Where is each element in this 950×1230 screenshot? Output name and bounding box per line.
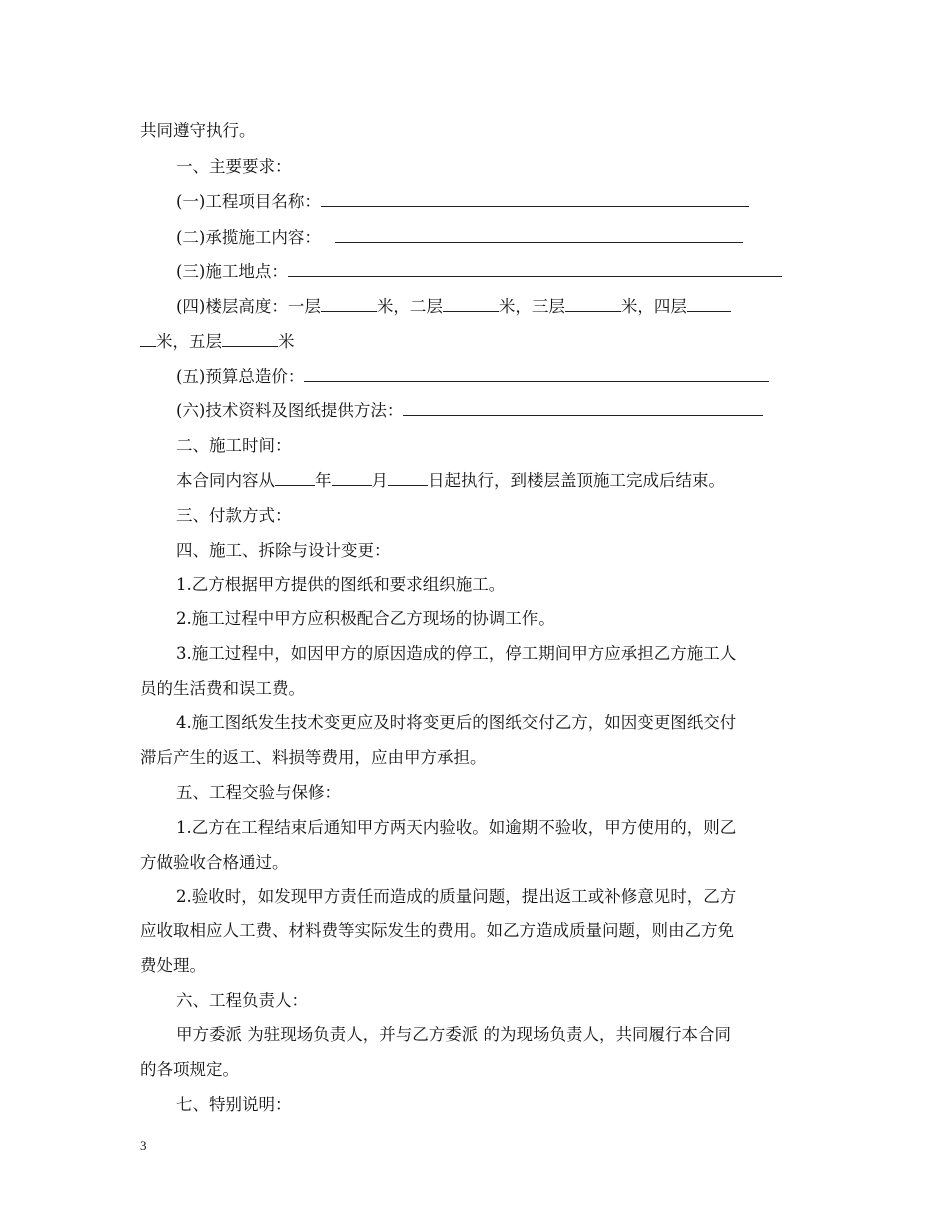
form-field-floor-height	[176, 296, 810, 318]
blank-line	[222, 331, 278, 347]
form-field-budget	[176, 366, 810, 388]
form-field-content	[176, 227, 810, 249]
blank-line	[332, 470, 372, 486]
text-line: 费处理。	[140, 956, 206, 975]
field-text: 米，五层	[156, 332, 222, 351]
section-heading: 一、主要要求：	[176, 157, 292, 176]
blank-line	[388, 470, 428, 486]
blank-line	[288, 261, 782, 277]
text-line: 甲方委派 为驻现场负责人，并与乙方委派 的为现场负责人，共同履行本合同	[176, 1025, 731, 1044]
blank-line	[321, 191, 749, 207]
field-text: 米，三层	[498, 297, 565, 316]
section-heading: 七、特别说明：	[176, 1095, 292, 1114]
page-number: 3	[140, 1138, 147, 1153]
form-field-project-name	[176, 191, 810, 213]
section-heading: 六、工程负责人：	[176, 991, 308, 1010]
text-line: 应收取相应人工费、材料费等实际发生的费用。如乙方造成质量问题，则由乙方免	[140, 921, 734, 940]
section-heading: 二、施工时间：	[176, 436, 292, 455]
field-text: 年	[315, 471, 332, 490]
text-line: 共同遵守执行。	[140, 121, 256, 140]
field-text: 米，四层	[620, 297, 687, 316]
blank-line	[403, 400, 763, 416]
text-line: 1.乙方在工程结束后通知甲方两天内验收。如逾期不验收，甲方使用的，则乙	[176, 818, 737, 837]
form-field-floor-height-cont	[140, 331, 810, 353]
field-label: (二)承揽施工内容：	[176, 228, 321, 247]
field-label: (六)技术资料及图纸提供方法：	[176, 401, 404, 420]
blank-line	[687, 296, 731, 312]
text-line: 2.施工过程中甲方应积极配合乙方现场的协调工作。	[176, 609, 555, 628]
text-line: 3.施工过程中，如因甲方的原因造成的停工，停工期间甲方应承担乙方施工人	[176, 644, 737, 663]
section-heading: 三、付款方式：	[176, 506, 292, 525]
field-label: (五)预算总造价：	[176, 367, 305, 386]
text-line: 2.验收时，如发现甲方责任而造成的质量问题，提出返工或补修意见时，乙方	[176, 887, 737, 906]
field-text: 米	[278, 332, 295, 351]
form-field-dates	[176, 470, 810, 492]
form-field-location	[176, 261, 810, 283]
text-line: 员的生活费和误工费。	[140, 679, 305, 698]
form-field-technical-data	[176, 400, 810, 422]
field-label: (四)楼层高度：一层	[176, 297, 321, 316]
field-label: (一)工程项目名称：	[176, 192, 321, 211]
text-line: 方做验收合格通过。	[140, 853, 289, 872]
blank-line	[275, 470, 315, 486]
field-text: 米，二层	[376, 297, 443, 316]
text-line: 滞后产生的返工、料损等费用，应由甲方承担。	[140, 748, 487, 767]
text-line: 的各项规定。	[140, 1060, 239, 1079]
field-label: (三)施工地点：	[176, 262, 288, 281]
text-line: 4.施工图纸发生技术变更应及时将变更后的图纸交付乙方，如因变更图纸交付	[176, 713, 737, 732]
section-heading: 五、工程交验与保修：	[176, 783, 341, 802]
field-text: 月	[371, 471, 388, 490]
blank-line	[321, 296, 377, 312]
blank-line	[565, 296, 621, 312]
field-text: 本合同内容从	[176, 471, 275, 490]
blank-line	[335, 227, 743, 243]
blank-line	[304, 366, 769, 382]
section-heading: 四、施工、拆除与设计变更：	[176, 541, 391, 560]
text-line: 1.乙方根据甲方提供的图纸和要求组织施工。	[176, 575, 506, 594]
blank-line	[443, 296, 499, 312]
field-text: 日起执行，到楼层盖顶施工完成后结束。	[428, 471, 725, 490]
blank-line	[140, 331, 156, 347]
